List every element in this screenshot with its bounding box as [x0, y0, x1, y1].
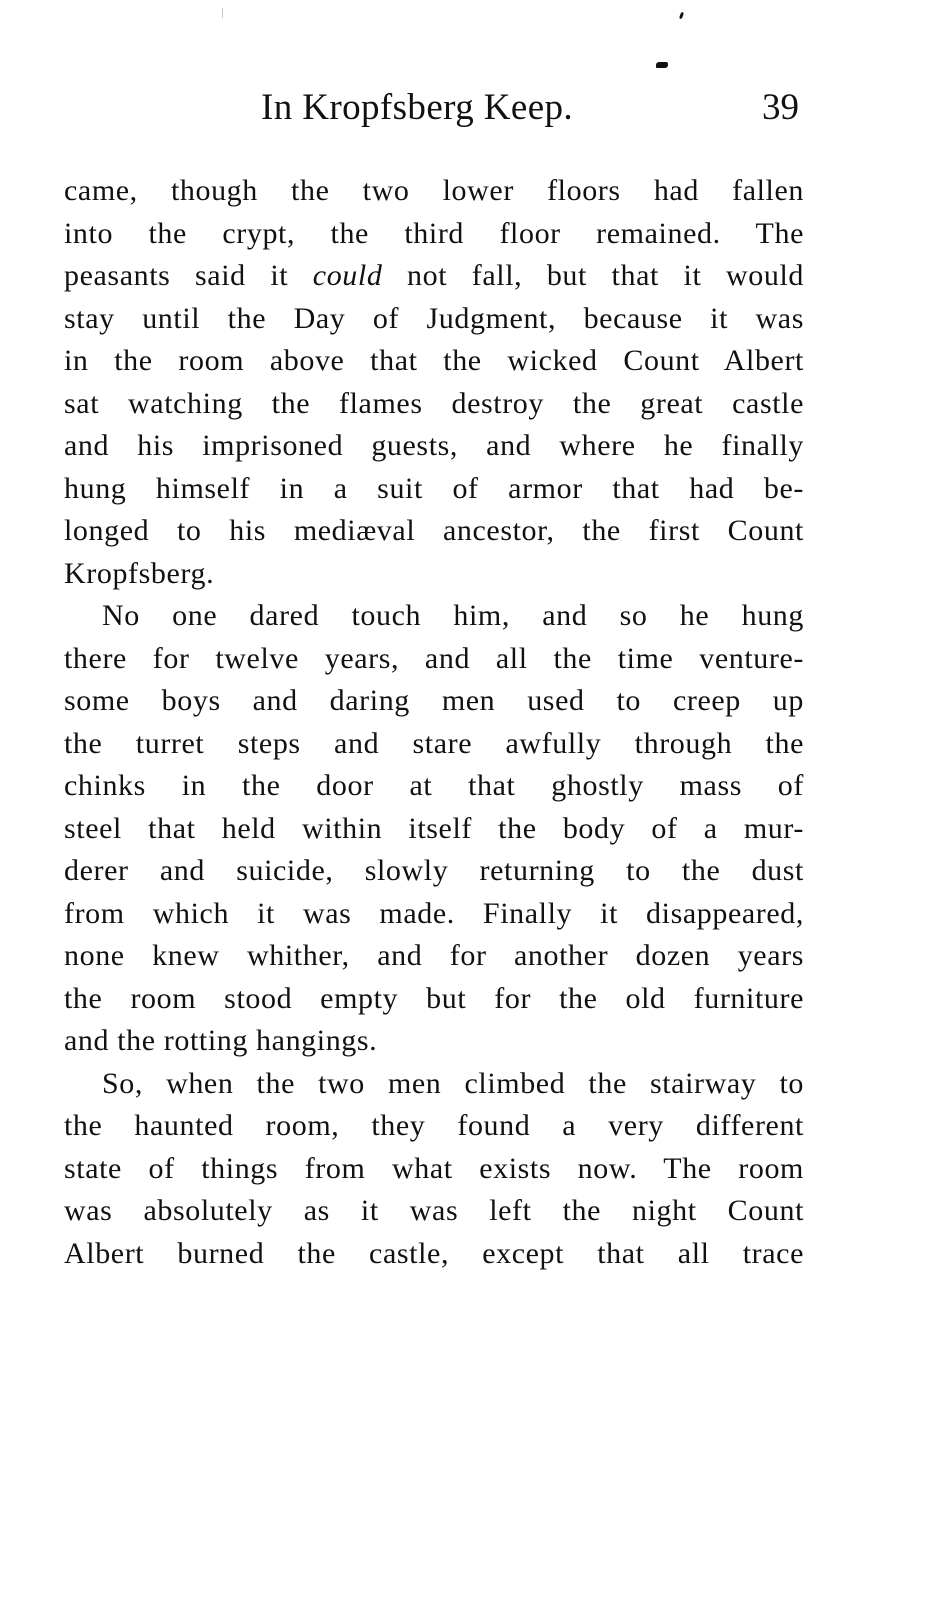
scan-mark — [222, 8, 223, 18]
text-line: Kropfsberg. — [64, 556, 215, 590]
text-line: So, when the two men climbed the stairway to — [102, 1066, 804, 1100]
page-number: 39 — [762, 87, 799, 128]
italic-word: could — [312, 259, 383, 292]
text-line: and the rotting hangings. — [64, 1024, 378, 1057]
text-line: some boys and daring men used to creep up — [64, 684, 804, 717]
text-line: the haunted room, they found a very different — [64, 1109, 804, 1142]
text-line: stay until the Day of Judgment, because it was — [64, 301, 804, 335]
text-line: came, though the two lower floors had fallen — [64, 174, 804, 207]
text-line: state of things from what exists now. The room — [64, 1151, 804, 1185]
ink-speck — [679, 12, 684, 20]
running-title: In Kropfsberg Keep. — [261, 87, 574, 128]
running-head — [0, 86, 925, 136]
text-line: derer and suicide, slowly returning to the dust — [64, 854, 804, 887]
text-line-with-italic — [64, 255, 804, 298]
text-line: the room stood empty but for the old furniture — [64, 981, 804, 1015]
text-line: No one dared touch him, and so he hung — [102, 599, 804, 632]
text-line: was absolutely as it was left the night Count — [64, 1194, 804, 1227]
text-line: longed to his mediæval ancestor, the first Count — [64, 514, 804, 547]
text-run: peasants said it — [64, 259, 313, 292]
ink-speck — [656, 62, 668, 68]
text-line: chinks in the door at that ghostly mass of — [64, 769, 804, 802]
text-line: hung himself in a suit of armor that had be- — [64, 471, 804, 505]
text-line: there for twelve years, and all the time venture- — [64, 641, 804, 675]
text-line: steel that held within itself the body of a mur- — [64, 811, 804, 845]
text-line: none knew whither, and for another dozen years — [64, 939, 804, 972]
text-line: Albert burned the castle, except that all trace — [64, 1236, 804, 1270]
text-line: in the room above that the wicked Count Albert — [64, 344, 804, 377]
text-line: from which it was made. Finally it disappeared, — [64, 896, 804, 930]
text-line: and his imprisoned guests, and where he finally — [64, 429, 804, 462]
text-line: sat watching the flames destroy the great castle — [64, 386, 804, 420]
body-text — [64, 170, 804, 1275]
text-line: the turret steps and stare awfully through the — [64, 726, 804, 760]
text-line: into the crypt, the third floor remained. The — [64, 216, 804, 250]
text-run: not fall, but that it would — [382, 259, 804, 292]
